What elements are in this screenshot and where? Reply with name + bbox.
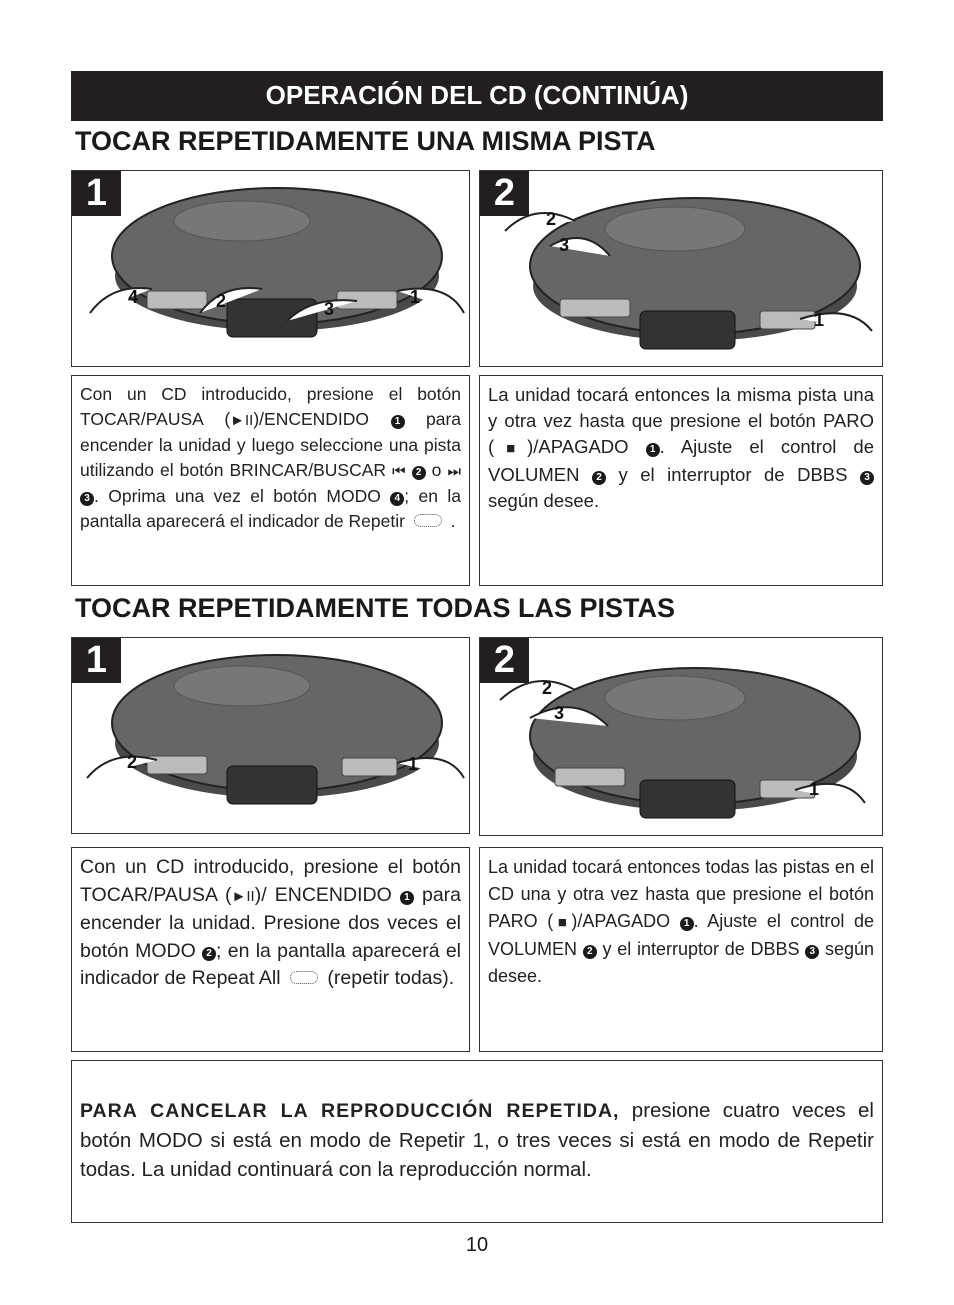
step-badge: 1	[72, 638, 121, 683]
text-run: (repetir todas).	[321, 967, 455, 989]
circled-number: 2	[412, 466, 426, 480]
circled-number: 2	[583, 945, 597, 959]
right-button-bank	[342, 758, 397, 776]
instructions-repeat-all-right	[479, 847, 883, 1052]
text-run: Con un CD introducido, presione el botón TOCAR/PAUSA (	[80, 856, 461, 906]
text-run: para encender la unidad. Presione dos veces el botón MODO	[80, 883, 462, 962]
repeat-icon	[414, 514, 442, 527]
player-display	[227, 299, 317, 337]
illustration-repeat-all-step-2	[479, 637, 883, 836]
repeat-icon	[290, 971, 318, 984]
text-run: o	[425, 459, 448, 480]
text-run: según desee.	[488, 490, 600, 511]
play-pause-icon: ►II	[231, 887, 255, 905]
text-run: )/ENCENDIDO	[253, 408, 391, 429]
skip-forward-icon: ⏭	[447, 462, 461, 480]
cd-player-diagram	[72, 171, 470, 367]
callout-label: 2	[127, 752, 138, 772]
section-title-repeat-one: TOCAR REPETIDAMENTE UNA MISMA PISTA	[75, 126, 656, 156]
callout-label: 3	[324, 299, 335, 319]
circled-number: 3	[80, 492, 94, 506]
skip-back-icon: ⏮	[392, 462, 406, 480]
circled-number: 4	[390, 492, 404, 506]
instructions-repeat-all-left	[71, 847, 470, 1052]
left-button-bank	[147, 291, 207, 309]
circled-number: 1	[400, 891, 414, 905]
step-badge: 2	[480, 171, 529, 216]
callout-label: 3	[554, 703, 565, 723]
section-title-repeat-all: TOCAR REPETIDAMENTE TODAS LAS PISTAS	[75, 593, 676, 623]
lid-window	[174, 666, 310, 706]
text-run: . Ajuste el control de VOLUMEN	[488, 436, 874, 485]
circled-number: 1	[391, 415, 405, 429]
play-pause-icon: ►II	[230, 411, 254, 429]
circled-number: 2	[202, 947, 216, 961]
text-run: La unidad tocará entonces todas las pistas en el CD una y otra vez hasta que presione el botón PARO (	[488, 857, 874, 931]
stop-icon: ■	[494, 440, 528, 457]
cancel-note-text: presione cuatro veces el botón MODO si está en modo de Repetir 1, o tres veces si está en modo de Repetir todas. La unidad continuará con la reproducción normal.	[80, 1099, 874, 1181]
instructions-repeat-one-right	[479, 375, 883, 586]
text-run: Con un CD introducido, presione el botón TOCAR/PAUSA (	[80, 384, 461, 429]
callout-label: 1	[814, 310, 825, 330]
text-run: . Ajuste el control de VOLUMEN	[488, 911, 875, 959]
player-display	[640, 311, 735, 349]
callout-label: 2	[546, 209, 557, 229]
circled-number: 3	[860, 471, 874, 485]
lid-window	[605, 676, 745, 720]
stop-icon: ■	[553, 914, 572, 931]
player-display	[227, 766, 317, 804]
callout-label: 2	[542, 678, 553, 698]
text-run: )/APAGADO	[571, 911, 680, 931]
text-run: ; en la pantalla aparecerá el indicador de Repetir	[80, 486, 461, 531]
illustration-repeat-all-step-1	[71, 637, 470, 834]
cancel-note-heading: PARA CANCELAR LA REPRODUCCIÓN REPETIDA,	[80, 1100, 620, 1122]
left-button-bank	[560, 299, 630, 317]
text-run: y el interruptor de DBBS	[596, 939, 806, 959]
text-run: La unidad tocará entonces la misma pista una y otra vez hasta que presione el botón PARO (	[488, 384, 874, 457]
illustration-repeat-one-step-2	[479, 170, 883, 367]
lid-window	[605, 207, 745, 251]
circled-number: 3	[805, 945, 819, 959]
step-badge: 2	[480, 638, 529, 683]
callout-label: 3	[559, 235, 570, 255]
text-run: )/ ENCENDIDO	[254, 883, 400, 906]
text-run: )/APAGADO	[527, 436, 646, 457]
text-run: .	[445, 510, 456, 531]
lid-window	[174, 201, 310, 241]
instructions-repeat-one-left	[71, 375, 470, 586]
callout-label: 1	[809, 779, 820, 799]
page-header: OPERACIÓN DEL CD (CONTINÚA)	[71, 71, 883, 121]
circled-number: 1	[646, 443, 660, 457]
step-badge: 1	[72, 171, 121, 216]
illustration-repeat-one-step-1	[71, 170, 470, 367]
cancel-repeat-note	[71, 1060, 883, 1223]
circled-number: 1	[680, 917, 694, 931]
left-button-bank	[555, 768, 625, 786]
callout-label: 1	[408, 754, 419, 774]
left-button-bank	[147, 756, 207, 774]
callout-label: 1	[410, 287, 421, 307]
cd-player-diagram	[72, 638, 470, 834]
circled-number: 2	[592, 471, 606, 485]
callout-label: 2	[216, 291, 227, 311]
cd-player-diagram	[480, 171, 883, 367]
callout-label: 4	[128, 287, 139, 307]
cd-player-diagram	[480, 638, 883, 836]
text-run: según desee.	[488, 939, 874, 986]
player-display	[640, 780, 735, 818]
text-run: . Oprima una vez el botón MODO	[94, 486, 391, 506]
page-number: 10	[465, 1234, 489, 1256]
text-run: ; en la pantalla aparecerá el indicador de Repeat All	[80, 939, 462, 989]
text-run: y el interruptor de DBBS	[606, 464, 860, 485]
text-run: para encender la unidad y luego seleccione una pista utilizando el botón BRINCAR/BUSCAR	[80, 408, 462, 480]
